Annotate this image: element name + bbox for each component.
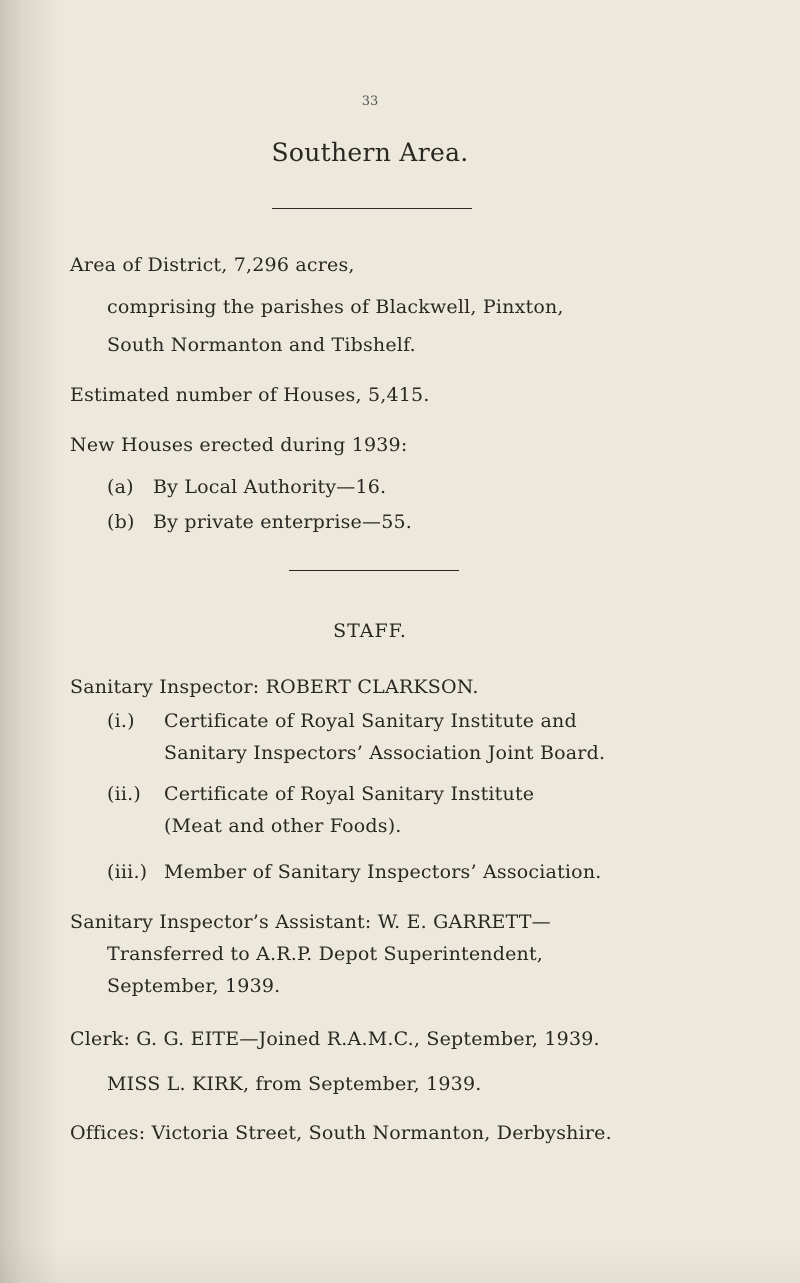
sanitary-inspector-line: Sanitary Inspector: ROBERT CLARKSON.: [70, 676, 479, 698]
district-area-line: Area of District, 7,296 acres,: [70, 254, 355, 276]
qualification-2-line-2: (Meat and other Foods).: [164, 815, 402, 837]
offices-line: Offices: Victoria Street, South Normanton, Derbyshire.: [70, 1122, 612, 1144]
clerk-line-1: Clerk: G. G. EITE—Joined R.A.M.C., September, 1939.: [70, 1028, 600, 1050]
qualification-1-line-1: Certificate of Royal Sanitary Institute and: [164, 710, 577, 732]
district-parishes-line-1: comprising the parishes of Blackwell, Pinxton,: [107, 296, 564, 318]
clerk-line-2: MISS L. KIRK, from September, 1939.: [107, 1073, 482, 1095]
divider-top: [272, 208, 472, 209]
district-parishes-line-2: South Normanton and Tibshelf.: [107, 334, 416, 356]
assistant-line-3: September, 1939.: [107, 975, 281, 997]
qualification-marker-1: (i.): [107, 710, 135, 732]
qualification-3-line-1: Member of Sanitary Inspectors’ Association.: [164, 861, 602, 883]
district-new-houses-line: New Houses erected during 1939:: [70, 434, 408, 456]
assistant-line-2: Transferred to A.R.P. Depot Superintendent,: [107, 943, 544, 965]
qualification-marker-2: (ii.): [107, 783, 142, 805]
page-bottom-shadow: [0, 1243, 800, 1283]
new-houses-marker-b: (b): [107, 511, 135, 533]
page-title: Southern Area.: [271, 138, 469, 167]
district-houses-line: Estimated number of Houses, 5,415.: [70, 384, 430, 406]
divider-middle: [289, 570, 459, 571]
qualification-1-line-2: Sanitary Inspectors’ Association Joint Board.: [164, 742, 606, 764]
page-number: 33: [361, 94, 379, 109]
new-houses-text-a: By Local Authority—16.: [153, 476, 387, 498]
assistant-line-1: Sanitary Inspector’s Assistant: W. E. GARRETT—: [70, 911, 551, 933]
new-houses-marker-a: (a): [107, 476, 134, 498]
qualification-marker-3: (iii.): [107, 861, 148, 883]
qualification-2-line-1: Certificate of Royal Sanitary Institute: [164, 783, 535, 805]
staff-heading: STAFF.: [333, 620, 407, 642]
new-houses-text-b: By private enterprise—55.: [153, 511, 413, 533]
